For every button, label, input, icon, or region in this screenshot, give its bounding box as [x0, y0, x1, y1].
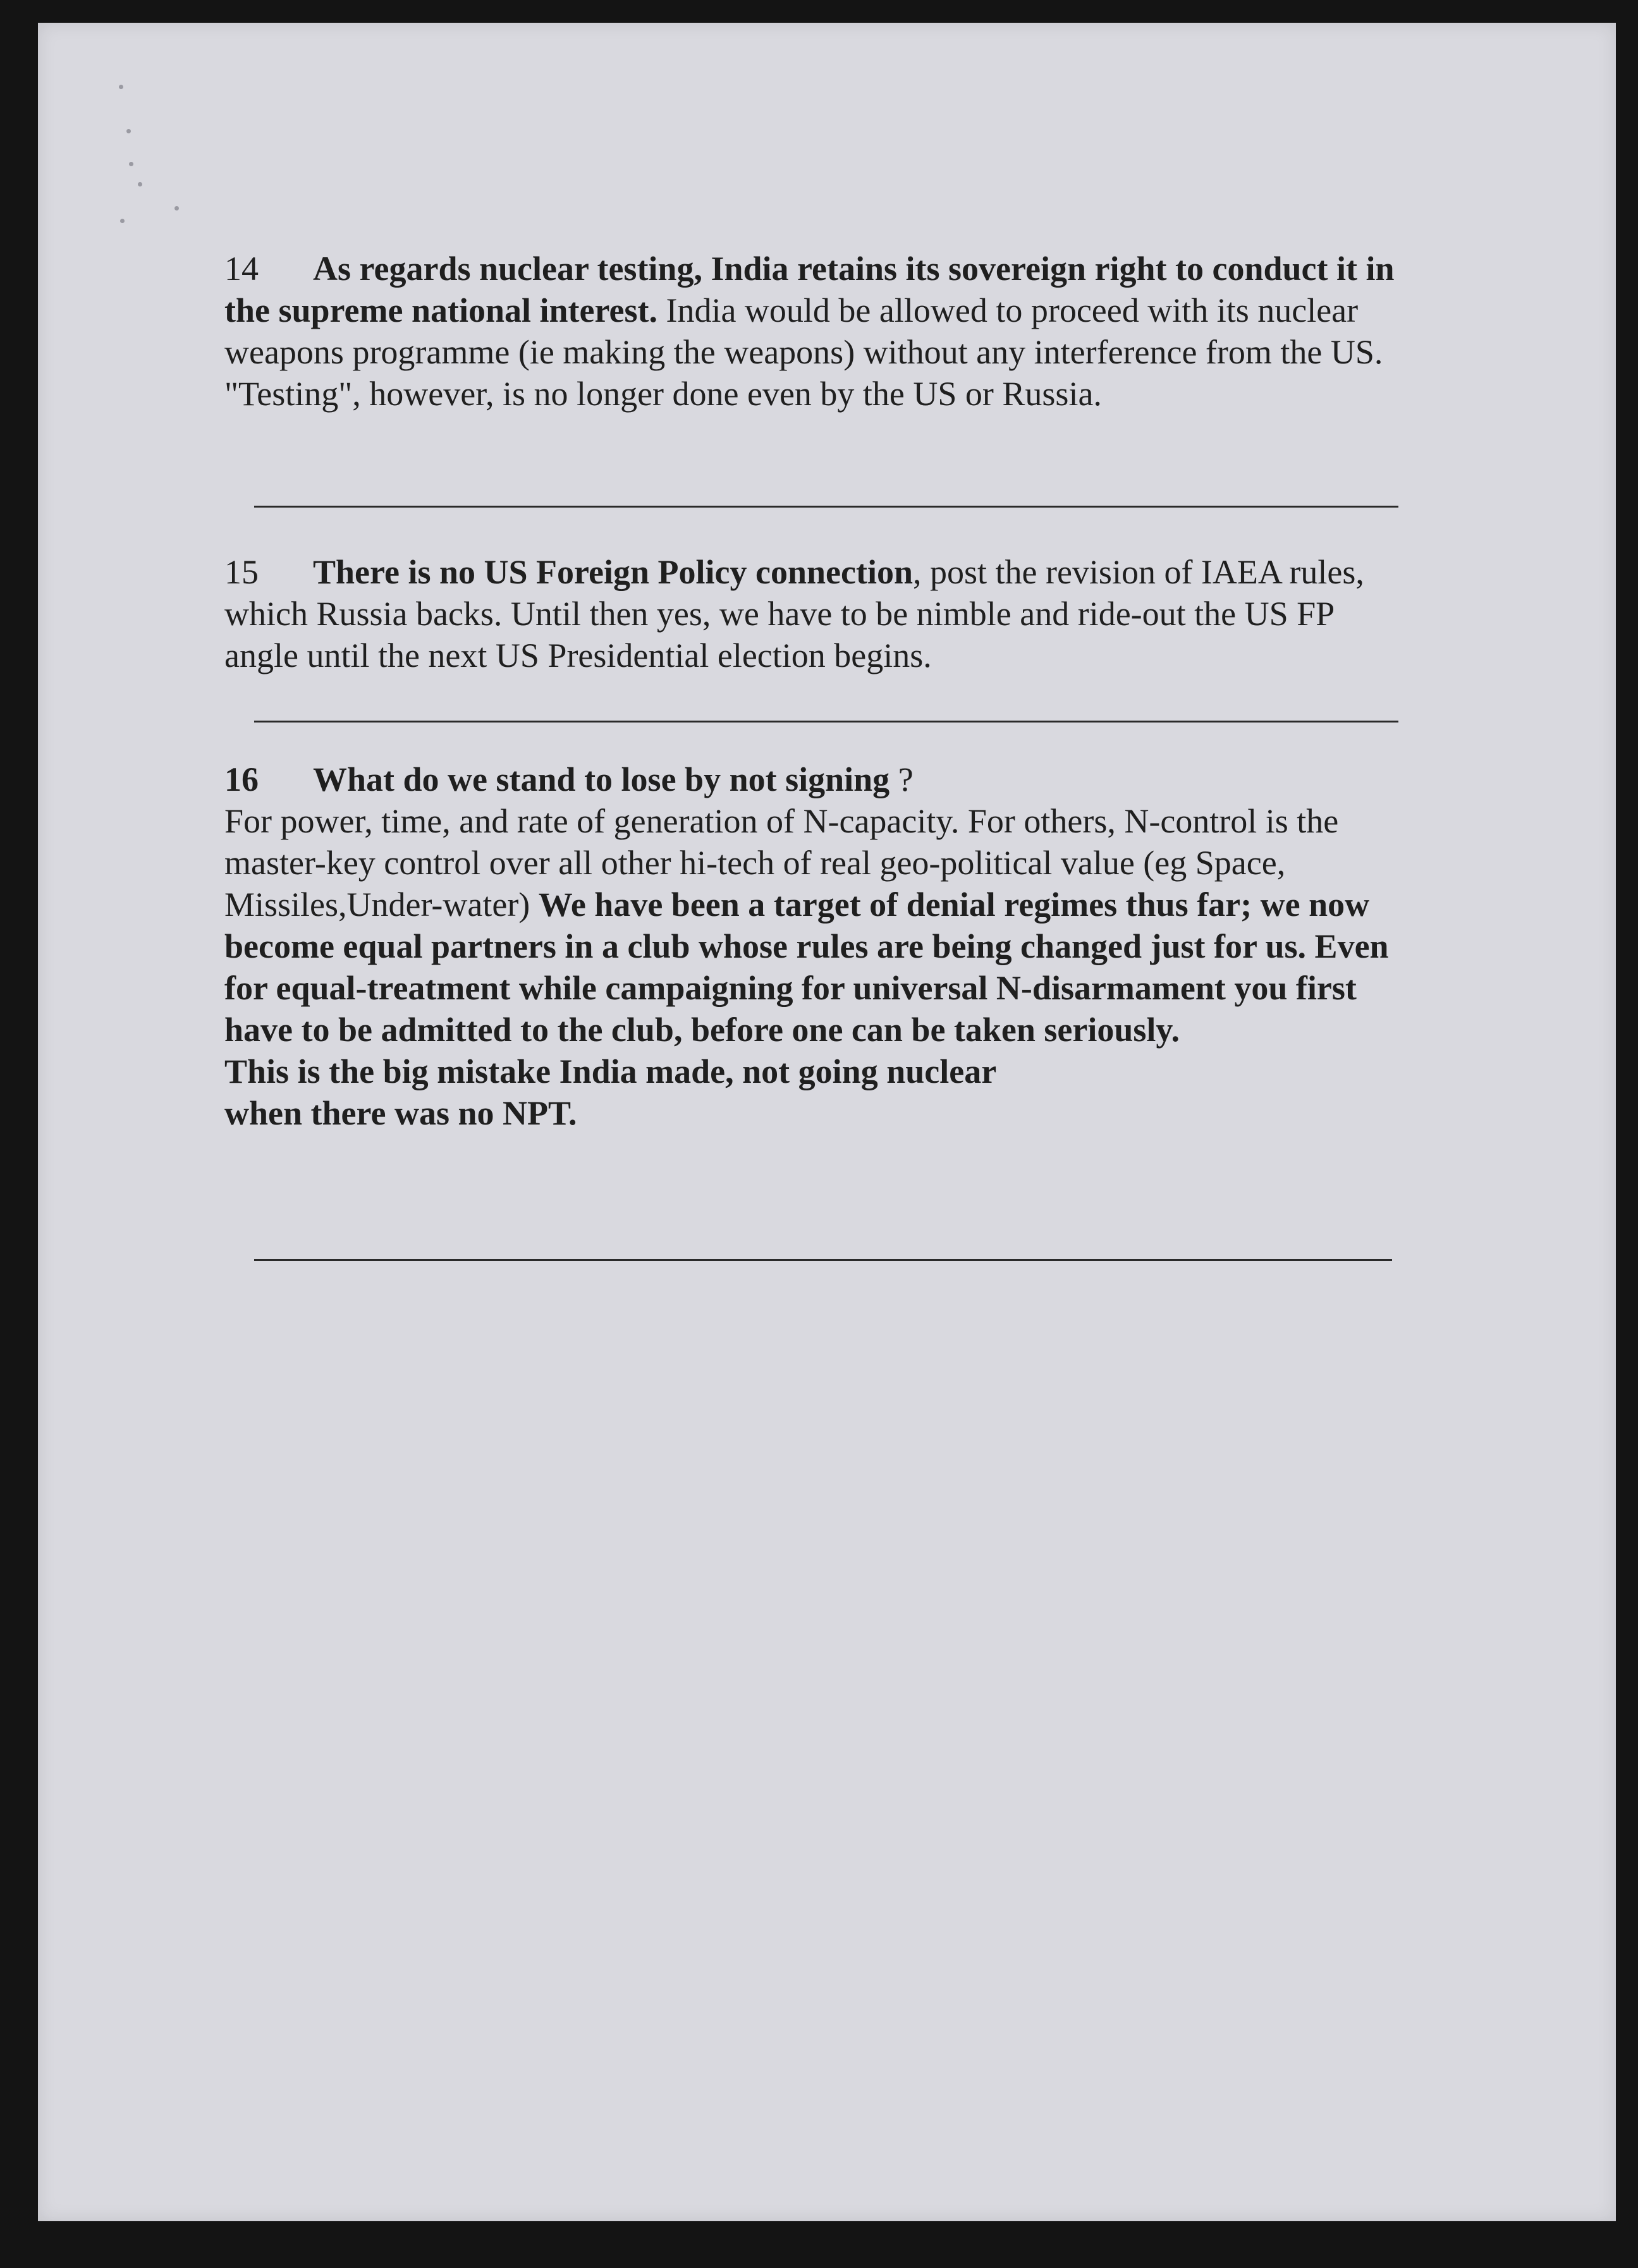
divider [254, 721, 1398, 722]
section-14 [224, 248, 1400, 415]
body-bold-line: This is the big mistake India made, not going nuclear [224, 1052, 997, 1090]
section-body: , post the revision of IAEA rules, which Russia backs. Until then yes, we have to be nimble and ride-out the US FP angle until the next US Presidential election begins. [224, 553, 1364, 674]
punch-mark [120, 219, 125, 223]
section-heading: There is no US Foreign Policy connection [313, 553, 913, 591]
punch-mark [119, 85, 123, 89]
divider [254, 1259, 1392, 1261]
section-16 [224, 759, 1400, 1134]
section-number: 14 [224, 250, 259, 288]
punch-mark [174, 206, 179, 210]
section-body: India would be allowed to proceed with its nuclear weapons programme (ie making the weapons) without any interference from the US. "Testing", however, is no longer done even by the US or Russia. [224, 291, 1383, 413]
section-number: 15 [224, 553, 259, 591]
punch-mark [138, 182, 142, 186]
section-title-line [224, 759, 1400, 800]
divider [254, 506, 1398, 508]
punch-mark [129, 162, 133, 166]
section-15 [224, 551, 1400, 676]
body-text: For power, time, and rate of generation of N-capacity. For others, N-control is the master-key control over all other hi-tech of real geo-political value (eg Space, Missiles,Under-water) [224, 802, 1339, 924]
punch-mark [126, 129, 131, 133]
section-heading: As regards nuclear testing, India retains its sovereign right to conduct it in the supreme national interest. [224, 250, 1395, 329]
section-body [224, 800, 1400, 1051]
body-bold-line: when there was no NPT. [224, 1094, 577, 1132]
question-mark: ? [889, 760, 914, 798]
section-heading: What do we stand to lose by not signing [313, 760, 890, 798]
section-number: 16 [224, 760, 259, 798]
body-bold-text: We have been a target of denial regimes thus far; we now become equal partners in a club whose rules are being changed just for us. Even for equal-treatment while campaigning for universal N-disarmament you first have to be admitted to the club, before one can be taken seriously. [224, 886, 1389, 1049]
